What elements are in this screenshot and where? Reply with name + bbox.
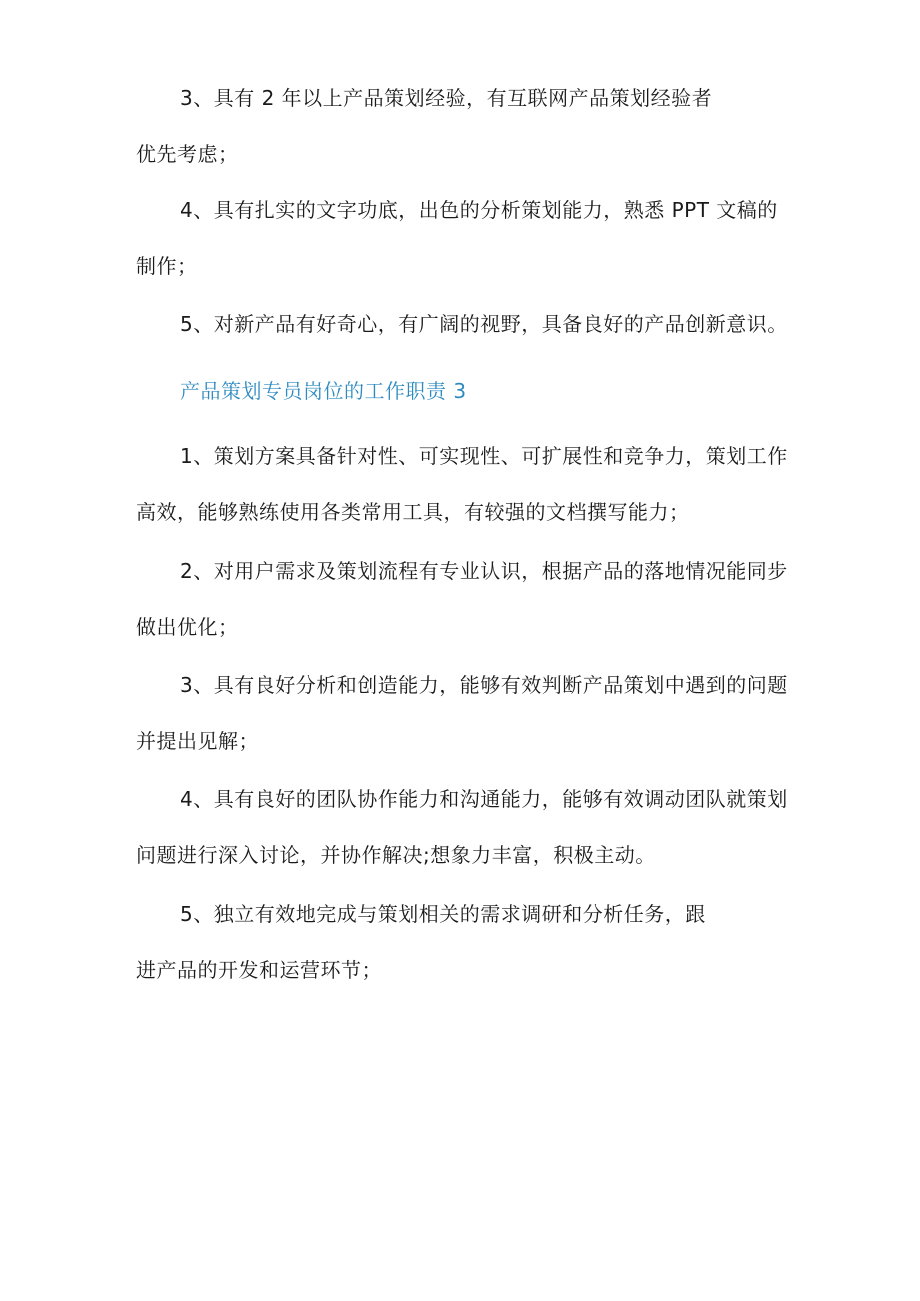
requirement-item-4: 4、具有扎实的文字功底，出色的分析策划能力，熟悉 PPT 文稿的制作；	[136, 198, 778, 278]
duty-item-4: 4、具有良好的团队协作能力和沟通能力，能够有效调动团队就策划问题进行深入讨论，并协作解决;想象力丰富，积极主动。	[136, 787, 788, 867]
duty-item-3: 3、具有良好分析和创造能力，能够有效判断产品策划中遇到的问题并提出见解；	[136, 673, 788, 753]
section-heading: 产品策划专员岗位的工作职责 3	[180, 379, 467, 403]
duty-item-5-line-1: 5、独立有效地完成与策划相关的需求调研和分析任务，跟	[180, 902, 706, 926]
duty-item-5	[136, 886, 790, 998]
requirement-item-5: 5、对新产品有好奇心，有广阔的视野，具备良好的产品创新意识。	[180, 312, 788, 336]
duty-item-5-line-2: 进产品的开发和运营环节；	[136, 958, 382, 982]
requirement-item-3-line-2: 优先考虑；	[136, 142, 239, 166]
requirement-item-3	[136, 70, 790, 182]
requirement-item-3-line-1: 3、具有 2 年以上产品策划经验，有互联网产品策划经验者	[180, 86, 713, 110]
duty-item-1: 1、策划方案具备针对性、可实现性、可扩展性和竞争力，策划工作高效，能够熟练使用各类常用工具，有较强的文档撰写能力；	[136, 444, 788, 524]
duty-item-2: 2、对用户需求及策划流程有专业认识，根据产品的落地情况能同步做出优化；	[136, 559, 788, 639]
